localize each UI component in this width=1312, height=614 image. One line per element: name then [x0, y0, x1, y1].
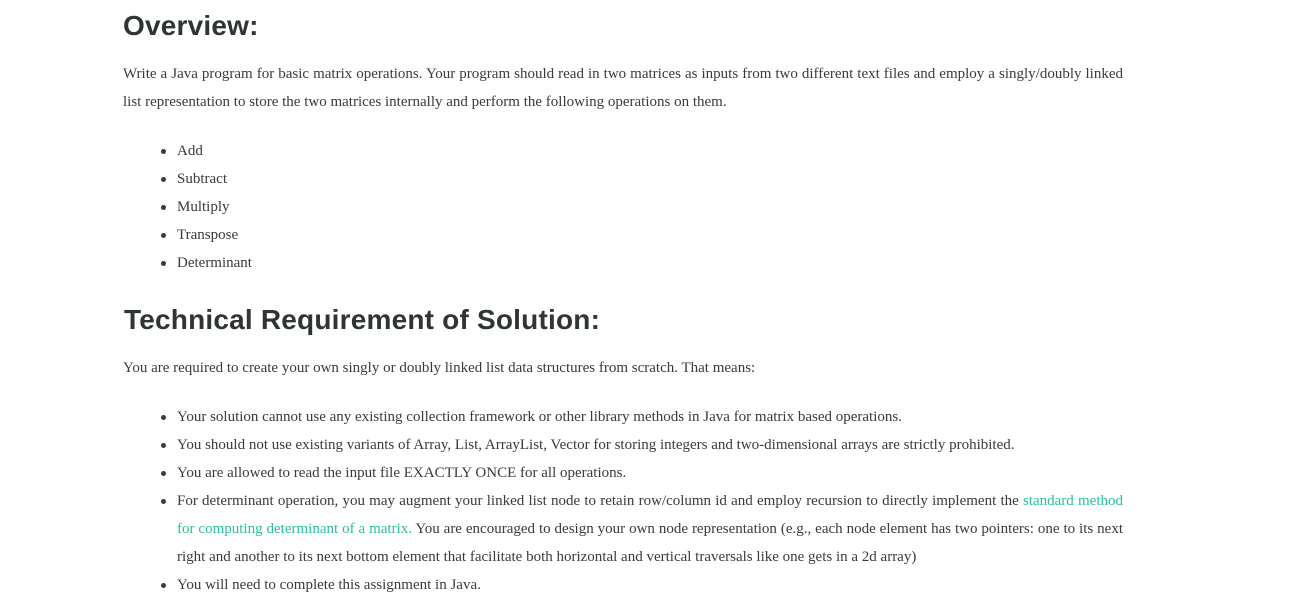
operations-list: [177, 137, 1123, 277]
list-item-add: [177, 137, 1123, 165]
requirement-item: [177, 459, 1123, 487]
bullet-icon: [161, 233, 166, 238]
requirement-item: [177, 431, 1123, 459]
list-item-determinant: [177, 249, 1123, 277]
list-item-label: Subtract: [177, 171, 227, 187]
requirement-item-determinant: [177, 487, 1123, 571]
list-item-label: Transpose: [177, 227, 239, 243]
requirement-item: [177, 571, 1123, 599]
requirement-text-before: For determinant operation, you may augment your linked list node to retain row/column id and employ recursion to directly implement the: [177, 493, 1023, 509]
technical-paragraph: You are required to create your own singly or doubly linked list data structures from scratch. That means:: [123, 360, 756, 376]
list-item-subtract: [177, 165, 1123, 193]
requirement-item: [177, 403, 1123, 431]
requirement-text: You should not use existing variants of Array, List, ArrayList, Vector for storing integers and two-dimensional arrays are strictly prohibited.: [177, 437, 1015, 453]
requirement-text-after: You are encouraged to design your own node representation (e.g., each node element has two pointers: one to its next right and another to its next bottom element that facilitate both horizontal and vertical traversals like one gets in a 2d array): [177, 521, 1123, 565]
bullet-icon: [161, 443, 166, 448]
requirement-text: Your solution cannot use any existing collection framework or other library methods in Java for matrix based operations.: [177, 409, 902, 425]
requirements-list: [177, 403, 1123, 599]
bullet-icon: [161, 261, 166, 266]
overview-paragraph: Write a Java program for basic matrix operations. Your program should read in two matrices as inputs from two different text files and employ a singly/doubly linked list representation to store the two matrices internally and perform the following operations on them.: [123, 66, 1123, 110]
bullet-icon: [161, 471, 166, 476]
bullet-icon: [161, 583, 166, 588]
bullet-icon: [161, 499, 166, 504]
bullet-icon: [161, 205, 166, 210]
requirement-text: You are allowed to read the input file EXACTLY ONCE for all operations.: [177, 465, 627, 481]
bullet-icon: [161, 149, 166, 154]
requirement-text: You will need to complete this assignment in Java.: [177, 577, 481, 593]
bullet-icon: [161, 177, 166, 182]
technical-requirement-heading: Technical Requirement of Solution:: [124, 304, 601, 335]
list-item-label: Multiply: [177, 199, 230, 215]
overview-heading: Overview:: [123, 10, 259, 41]
list-item-transpose: [177, 221, 1123, 249]
list-item-label: Determinant: [177, 255, 252, 271]
bullet-icon: [161, 415, 166, 420]
list-item-multiply: [177, 193, 1123, 221]
list-item-label: Add: [177, 143, 203, 159]
determinant-method-link[interactable]: standard method for computing determinant of a matrix.: [177, 493, 1123, 537]
